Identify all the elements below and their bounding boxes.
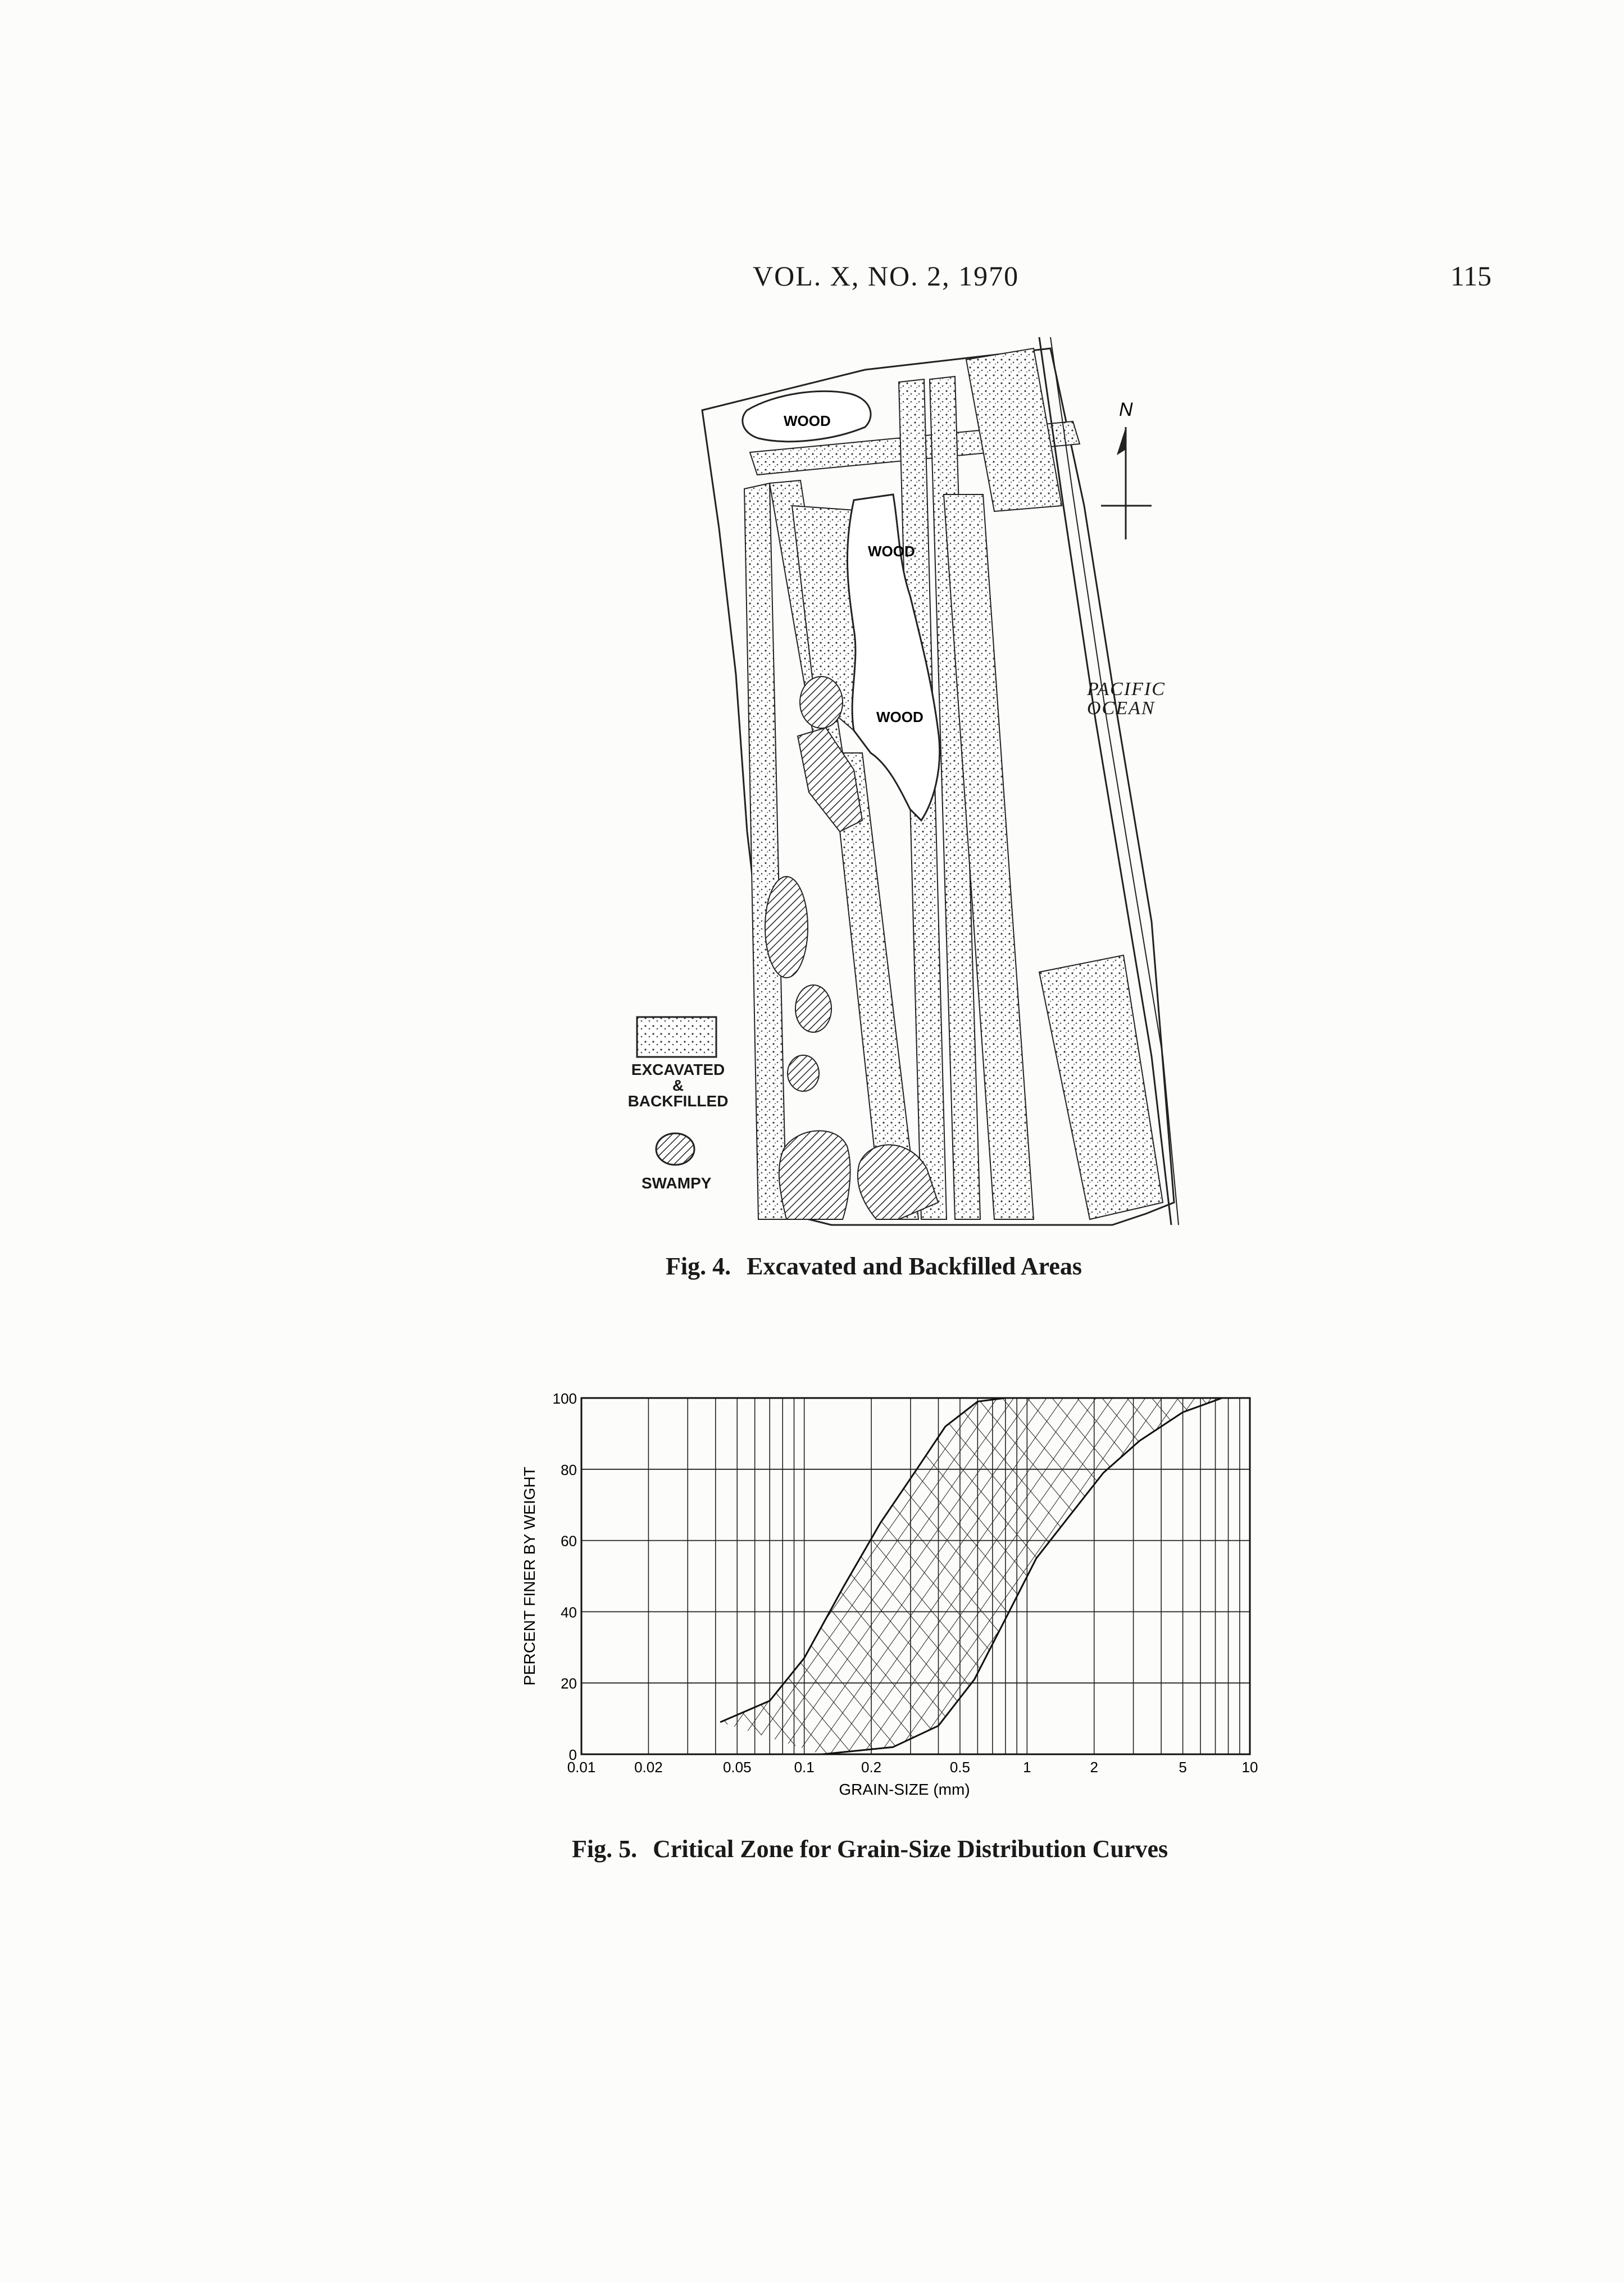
swamp-6 [779,1131,850,1219]
y-tick-label: 60 [561,1532,577,1550]
fill-strip-1 [744,483,786,1219]
wood-label-1: WOOD [784,412,831,429]
fig4-title: Excavated and Backfilled Areas [747,1252,1082,1280]
y-tick-label: 100 [552,1390,577,1407]
x-tick-label: 0.02 [634,1759,663,1776]
fig5-caption [572,1835,1168,1863]
wood-label-2: WOOD [868,543,915,560]
page-number: 115 [1450,260,1492,292]
swamp-1 [800,677,843,728]
fig4-caption [666,1252,1082,1281]
x-tick-label: 1 [1023,1759,1031,1776]
fill-strip-9 [1039,955,1163,1219]
x-tick-label: 0.01 [567,1759,596,1776]
wood-label-3: WOOD [876,709,924,725]
y-tick-label: 0 [568,1746,577,1763]
north-arrow-icon [1101,393,1168,551]
ocean-label: PACIFIC OCEAN [1087,679,1166,719]
swamp-5 [788,1055,819,1091]
critical-zone-hatch-cross [720,1398,1222,1754]
running-head: VOL. X, NO. 2, 1970 [753,260,1020,292]
legend-excavated-swatch [636,1016,717,1058]
fig4-number: Fig. 4. [666,1252,731,1280]
legend-swampy-label: SWAMPY [642,1174,712,1192]
legend-swampy-swatch [653,1129,698,1169]
x-axis-label: GRAIN-SIZE (mm) [839,1781,970,1798]
fig5-number: Fig. 5. [572,1835,638,1863]
x-tick-label: 2 [1090,1759,1098,1776]
x-tick-label: 0.5 [949,1759,971,1776]
y-tick-label: 80 [561,1461,577,1478]
y-tick-label: 20 [561,1675,577,1692]
north-label: N [1119,399,1133,420]
fig5-chart [506,1371,1292,1821]
x-tick-label: 5 [1179,1759,1187,1776]
y-axis-label: PERCENT FINER BY WEIGHT [521,1467,538,1686]
swamp-3 [765,877,808,978]
y-tick-label: 40 [561,1604,577,1621]
fill-strip-8 [966,348,1062,511]
x-tick-label: 0.1 [794,1759,815,1776]
x-tick-label: 10 [1241,1759,1258,1776]
swamp-4 [795,985,831,1032]
legend-excavated-label: EXCAVATED & BACKFILLED [627,1061,729,1110]
x-tick-label: 0.05 [722,1759,752,1776]
x-tick-label: 0.2 [861,1759,882,1776]
fig5-title: Critical Zone for Grain-Size Distribution Curves [653,1835,1168,1863]
swamp-2 [798,728,862,832]
